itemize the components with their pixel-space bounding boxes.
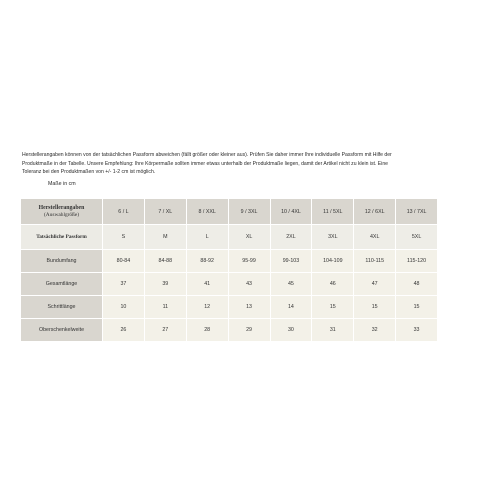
table-row (21, 319, 437, 341)
data-cell: 15 (312, 296, 353, 318)
data-cell: 30 (271, 319, 312, 341)
size-header-cell: 7 / XL (145, 199, 186, 224)
data-cell: 28 (187, 319, 228, 341)
data-cell: 46 (312, 273, 353, 295)
unit-label: Maße in cm (48, 181, 76, 187)
size-header-cell: 8 / XXL (187, 199, 228, 224)
data-cell: 13 (229, 296, 270, 318)
data-cell: 15 (396, 296, 437, 318)
manufacturer-sublabel: (Auswahlgröße) (43, 212, 80, 218)
data-cell: 43 (229, 273, 270, 295)
data-cell: 104-109 (312, 250, 353, 272)
actual-fit-row (21, 225, 437, 249)
actual-fit-label: Tatsächliche Passform (21, 225, 102, 249)
data-cell: 10 (103, 296, 144, 318)
data-cell: 32 (354, 319, 395, 341)
row-label: Oberschenkelweite (21, 319, 102, 341)
data-cell: 45 (271, 273, 312, 295)
fit-cell: M (145, 225, 186, 249)
size-chart-table (20, 198, 438, 342)
data-cell: 47 (354, 273, 395, 295)
manufacturer-label-cell (21, 199, 102, 224)
data-cell: 12 (187, 296, 228, 318)
data-cell: 31 (312, 319, 353, 341)
data-cell: 110-115 (354, 250, 395, 272)
size-header-cell: 9 / 3XL (229, 199, 270, 224)
size-header-cell: 11 / 5XL (312, 199, 353, 224)
size-header-cell: 12 / 6XL (354, 199, 395, 224)
table-row (21, 273, 437, 295)
data-cell: 11 (145, 296, 186, 318)
manufacturer-label: Herstellerangaben (38, 205, 85, 211)
data-cell: 39 (145, 273, 186, 295)
data-cell: 88-92 (187, 250, 228, 272)
size-header-cell: 10 / 4XL (271, 199, 312, 224)
data-cell: 99-103 (271, 250, 312, 272)
size-header-cell: 6 / L (103, 199, 144, 224)
data-cell: 41 (187, 273, 228, 295)
data-cell: 15 (354, 296, 395, 318)
data-cell: 115-120 (396, 250, 437, 272)
row-label: Bundumfang (21, 250, 102, 272)
fit-cell: L (187, 225, 228, 249)
fit-cell: XL (229, 225, 270, 249)
data-cell: 80-84 (103, 250, 144, 272)
fit-cell: 5XL (396, 225, 437, 249)
size-header-cell: 13 / 7XL (396, 199, 437, 224)
data-cell: 27 (145, 319, 186, 341)
table-header-row (21, 199, 437, 224)
data-cell: 26 (103, 319, 144, 341)
fit-cell: S (103, 225, 144, 249)
row-label: Gesamtlänge (21, 273, 102, 295)
table-row (21, 296, 437, 318)
fit-cell: 3XL (312, 225, 353, 249)
table-row (21, 250, 437, 272)
data-cell: 14 (271, 296, 312, 318)
fit-cell: 4XL (354, 225, 395, 249)
data-cell: 37 (103, 273, 144, 295)
row-label: Schrittlänge (21, 296, 102, 318)
intro-text: Herstellerangaben können von der tatsächlichen Passform abweichen (fällt größer oder kleiner aus). Prüfen Sie daher immer Ihre individuelle Passform mit Hilfe der Produktmaße in der Tabelle. Unsere Empfehlung: Ihre Körpermaße sollten immer etwas unterhalb der Produktmaße liegen, damit der Artikel nicht zu klein ist. Eine Toleranz bei den Produktmaßen von +/- 1-2 cm ist möglich. (22, 152, 392, 176)
data-cell: 33 (396, 319, 437, 341)
data-cell: 48 (396, 273, 437, 295)
data-cell: 95-99 (229, 250, 270, 272)
fit-cell: 2XL (271, 225, 312, 249)
data-cell: 84-88 (145, 250, 186, 272)
data-cell: 29 (229, 319, 270, 341)
